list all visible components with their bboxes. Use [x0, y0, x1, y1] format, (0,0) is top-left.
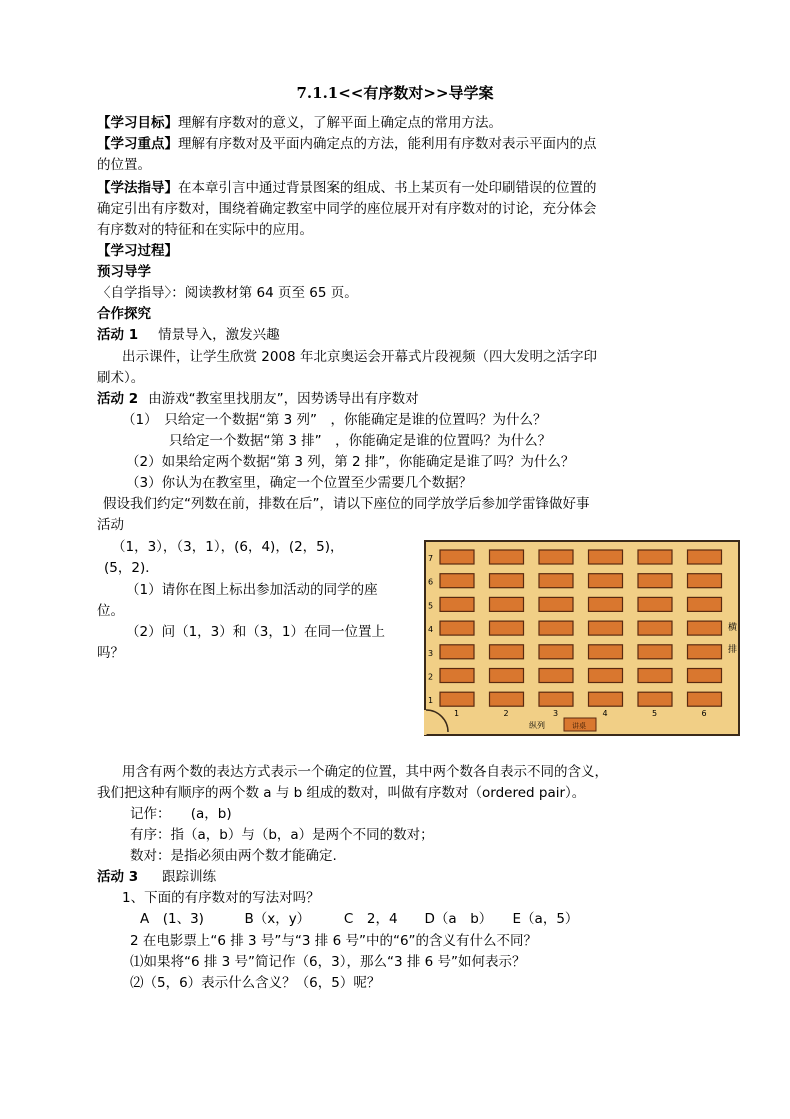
desk-col5-row7 [638, 550, 672, 564]
desk-col4-row4 [589, 621, 623, 635]
column-number-3: 3 [553, 709, 559, 718]
desk-col3-row6 [539, 574, 573, 588]
activity-2 [97, 389, 419, 410]
column-number-5: 5 [652, 709, 658, 718]
focus-tag: 【学习重点】 [97, 136, 178, 152]
desk-col3-row1 [539, 692, 573, 706]
task-2: （2）问（1，3）和（3，1）在同一位置上 [126, 624, 385, 640]
row-axis-label-2: 排 [728, 645, 738, 655]
question-2: （2）如果给定两个数据“第 3 列，第 2 排”，你能确定是谁了吗？为什么？ [126, 454, 575, 470]
desk-col6-row5 [688, 597, 722, 611]
method-line-3: 有序数对的特征和在实际中的应用。 [97, 222, 313, 238]
desk-col4-row3 [589, 645, 623, 659]
row-number-7: 7 [428, 554, 434, 563]
assumption: 假设我们约定“列数在前，排数在后”，请以下座位的同学放学后参加学雷锋做好事 [103, 496, 590, 512]
goal-text: 理解有序数对的意义，了解平面上确定点的常用方法。 [178, 115, 502, 131]
exercise-1: 1、下面的有序数对的写法对吗？ [122, 890, 320, 906]
column-number-4: 4 [602, 709, 608, 718]
method-text: 在本章引言中通过背景图案的组成、书上某页有一处印刷错误的位置的 [178, 180, 597, 196]
activity-1-desc-2: 刷术）。 [97, 370, 145, 386]
row-number-3: 3 [428, 648, 434, 658]
desk-col3-row2 [539, 669, 573, 683]
task-1: （1）请你在图上标出参加活动的同学的座 [126, 582, 378, 598]
pairs-line-1: （1，3），（3，1），(6，4)，(2，5)， [112, 539, 344, 555]
pairs-line-2: (5，2)． [104, 560, 159, 576]
desk-col4-row7 [589, 550, 623, 564]
page-title: 7.1.1<<有序数对>>导学案 [296, 84, 494, 102]
desk-col1-row3 [440, 645, 474, 659]
desk-col5-row6 [638, 574, 672, 588]
column-number-6: 6 [701, 709, 707, 718]
assumption-2: 活动 [97, 517, 124, 533]
task-2-cont: 吗？ [97, 645, 124, 661]
exercise-1-options: A (1、3) B（x，y） C 2，4 D（a b） E（a，5） [140, 911, 579, 927]
desk-col5-row2 [638, 669, 672, 683]
desk-col2-row4 [490, 621, 524, 635]
desk-col2-row1 [490, 692, 524, 706]
desk-col2-row6 [490, 574, 524, 588]
question-3: （3）你认为在教室里，确定一个位置至少需要几个数据？ [126, 475, 473, 491]
desk-col1-row6 [440, 574, 474, 588]
activity-3-tag: 活动 3 [97, 869, 139, 885]
ordered-meaning: 有序：指（a，b）与（b，a）是两个不同的数对； [130, 827, 434, 843]
desk-col5-row4 [638, 621, 672, 635]
process-heading: 【学习过程】 [97, 243, 178, 259]
question-1a: （1） 只给定一个数据“第 3 列” ，你能确定是谁的位置吗？为什么？ [122, 412, 547, 428]
activity-1-tag: 活动 1 [97, 327, 139, 343]
classroom-seat-diagram [424, 540, 740, 736]
activity-1-text: 情景导入，激发兴趣 [158, 327, 280, 343]
row-number-2: 2 [428, 672, 434, 682]
pair-meaning: 数对：是指必须由两个数才能确定. [130, 848, 337, 864]
desk-col2-row5 [490, 597, 524, 611]
desk-col3-row5 [539, 597, 573, 611]
task-1-cont: 位。 [97, 603, 124, 619]
coop-heading: 合作探究 [97, 306, 151, 322]
desk-col6-row1 [688, 692, 722, 706]
row-number-6: 6 [428, 577, 434, 587]
row-number-5: 5 [428, 601, 434, 611]
desk-col6-row4 [688, 621, 722, 635]
desk-col6-row2 [688, 669, 722, 683]
activity-2-text: 由游戏“教室里找朋友”，因势诱导出有序数对 [148, 391, 419, 407]
desk-col2-row2 [490, 669, 524, 683]
desk-col4-row6 [589, 574, 623, 588]
column-number-1: 1 [454, 709, 460, 718]
desk-col2-row3 [490, 645, 524, 659]
focus-line-2: 的位置。 [97, 157, 151, 173]
preview-heading: 预习导学 [97, 264, 151, 280]
focus-text: 理解有序数对及平面内确定点的方法，能利用有序数对表示平面内的点 [178, 136, 597, 152]
desk-col4-row2 [589, 669, 623, 683]
desk-col5-row5 [638, 597, 672, 611]
desk-col1-row4 [440, 621, 474, 635]
activity-1 [97, 325, 280, 346]
desk-col6-row7 [688, 550, 722, 564]
desk-col1-row5 [440, 597, 474, 611]
desk-col6-row6 [688, 574, 722, 588]
desk-col2-row7 [490, 550, 524, 564]
exercise-2a: ⑴如果将“6 排 3 号”简记作（6，3），那么“3 排 6 号”如何表示？ [130, 954, 526, 970]
activity-2-tag: 活动 2 [97, 391, 139, 407]
row-number-1: 1 [428, 696, 434, 706]
desk-col1-row2 [440, 669, 474, 683]
exercise-2: 2 在电影票上“6 排 3 号”与“3 排 6 号”中的“6”的含义有什么不同？ [130, 933, 538, 949]
definition-1: 用含有两个数的表达方式表示一个确定的位置，其中两个数各自表示不同的含义， [122, 764, 608, 780]
desk-col6-row3 [688, 645, 722, 659]
notation: 记作： (a，b) [130, 806, 232, 822]
desk-col1-row7 [440, 550, 474, 564]
goal-line [97, 113, 502, 134]
desk-col3-row3 [539, 645, 573, 659]
desk-col1-row1 [440, 692, 474, 706]
goal-tag: 【学习目标】 [97, 115, 178, 131]
desk-col5-row3 [638, 645, 672, 659]
desk-col4-row1 [589, 692, 623, 706]
method-line-2: 确定引出有序数对，围绕着确定教室中同学的座位展开对有序数对的讨论，充分体会 [97, 201, 597, 217]
row-axis-label-1: 横 [728, 623, 738, 633]
column-number-2: 2 [503, 709, 509, 718]
activity-3-text: 跟踪训练 [162, 869, 217, 885]
activity-3 [97, 867, 216, 888]
self-guide: 〈自学指导〉：阅读教材第 64 页至 65 页。 [97, 285, 358, 301]
desk-col4-row5 [589, 597, 623, 611]
activity-1-desc: 出示课件，让学生欣赏 2008 年北京奥运会开幕式片段视频（四大发明之活字印 [122, 349, 597, 365]
focus-line [97, 134, 597, 155]
desk-col5-row1 [638, 692, 672, 706]
method-tag: 【学法指导】 [97, 180, 178, 196]
question-1b: 只给定一个数据“第 3 排” ，你能确定是谁的位置吗？为什么？ [169, 433, 552, 449]
row-number-4: 4 [428, 625, 434, 635]
column-axis-label: 纵列 [529, 721, 545, 730]
teacher-desk-label: 讲桌 [572, 722, 586, 730]
method-line [97, 178, 597, 199]
desk-col3-row7 [539, 550, 573, 564]
definition-2: 我们把这种有顺序的两个数 a 与 b 组成的数对，叫做有序数对（ordered pair）。 [97, 785, 586, 801]
desk-col3-row4 [539, 621, 573, 635]
exercise-2b: ⑵（5，6）表示什么含义？（6，5）呢？ [130, 975, 381, 991]
